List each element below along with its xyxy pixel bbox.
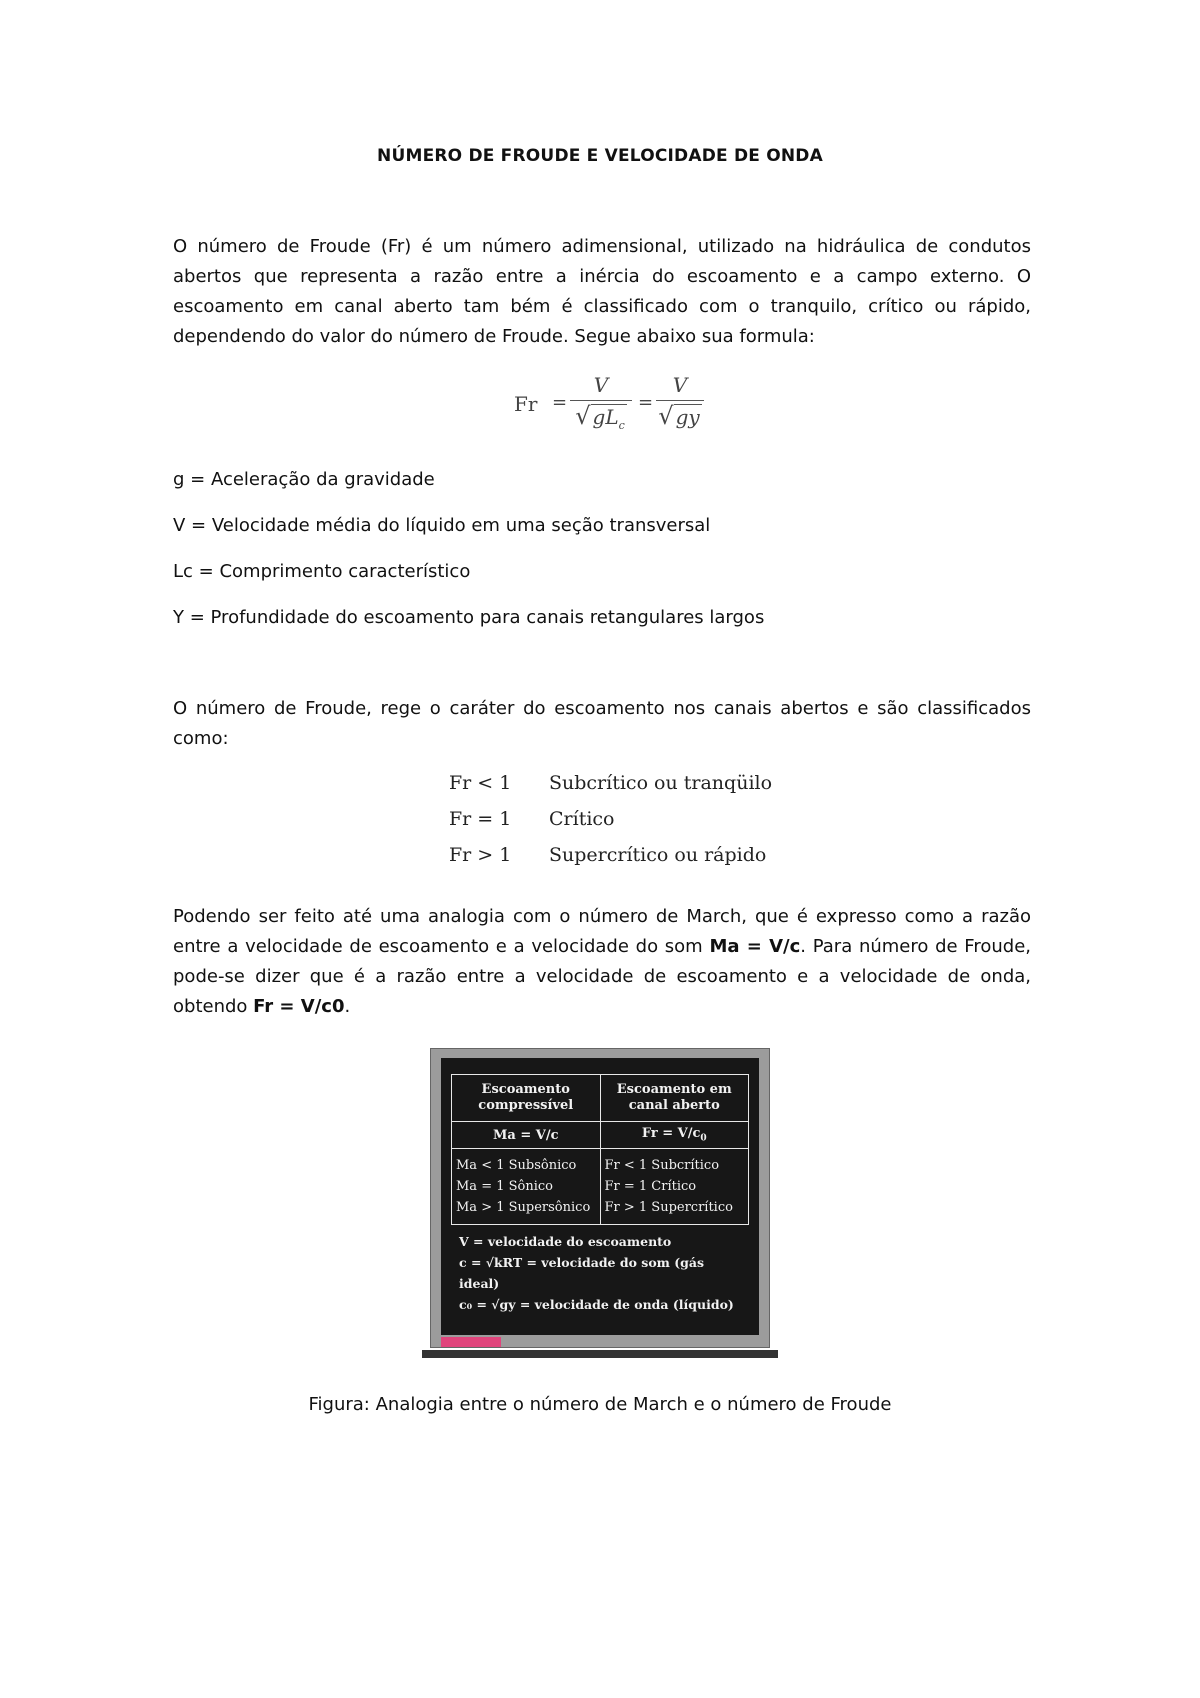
mach-formula: Ma = V/c: [709, 936, 801, 957]
legend-item: c = √kRT = velocidade do som (gás ideal): [459, 1255, 705, 1291]
table-froude-eq: $Fr = V/c_0$: [600, 1122, 749, 1149]
page-title: NÚMERO DE FROUDE E VELOCIDADE DE ONDA: [377, 146, 823, 166]
chalkboard-legend: [451, 1225, 749, 1315]
definition-v: V = Velocidade média do líquido em uma seção transversal: [173, 515, 711, 536]
figure-caption: Figura: Analogia entre o número de March e o número de Froude: [308, 1394, 892, 1415]
classification-row: Fr = 1 Crítico: [449, 808, 615, 830]
formula-denominator-1: √ $gL_c$: [575, 402, 625, 432]
legend-item: c₀ = √gy = velocidade de onda (líquido): [459, 1297, 734, 1312]
sqrt-icon: √: [575, 402, 591, 430]
classification-table: [449, 772, 789, 880]
table-froude-items: Fr < 1 Subcrítico Fr = 1 Crítico Fr > 1 Supercrítico: [600, 1149, 749, 1225]
table-header-open-channel: Escoamento em canal aberto: [600, 1075, 749, 1122]
classification-row: Fr > 1 Supercrítico ou rápido: [449, 844, 767, 866]
formula-numerator-1: V: [593, 373, 609, 397]
classification-row: Fr < 1 Subcrítico ou tranqüilo: [449, 772, 773, 794]
chalkboard-tray: [422, 1350, 778, 1358]
classification-intro: O número de Froude, rege o caráter do escoamento nos canais abertos e são classificados como:: [173, 698, 1031, 749]
table-mach-eq: Ma = V/c: [452, 1122, 601, 1149]
formula-fraction-1: [570, 372, 632, 439]
chalk-eraser: [441, 1337, 501, 1347]
formula-equals-1: =: [552, 392, 568, 413]
chalkboard-surface: [441, 1058, 759, 1335]
definition-g: g = Aceleração da gravidade: [173, 469, 435, 490]
formula-denominator-2: √ gy: [658, 402, 700, 430]
intro-paragraph: O número de Froude (Fr) é um número adimensional, utilizado na hidráulica de condutos abertos que representa a razão entre a inércia do escoamento e a campo externo. O escoamento em canal aberto tam bém é classificado com o tranquilo, crítico ou rápido, dependendo do valor do número de Froude. Segue abaixo sua formula:: [173, 236, 1031, 347]
table-mach-items: Ma < 1 Subsônico Ma = 1 Sônico Ma > 1 Supersônico: [452, 1149, 601, 1225]
sqrt-icon: √: [658, 402, 674, 430]
definition-lc: Lc = Comprimento característico: [173, 561, 471, 582]
froude-formula: [510, 372, 710, 442]
table-header-compressible: Escoamento compressível: [452, 1075, 601, 1122]
formula-numerator-2: V: [672, 373, 688, 397]
chalkboard-figure: [430, 1048, 770, 1348]
legend-item: V = velocidade do escoamento: [459, 1234, 672, 1249]
definition-y: Y = Profundidade do escoamento para canais retangulares largos: [173, 607, 765, 628]
analogy-table: [451, 1074, 749, 1225]
formula-fraction-2: [656, 372, 704, 430]
formula-lhs: Fr: [514, 392, 538, 416]
analogy-paragraph: Podendo ser feito até uma analogia com o número de March, que é expresso como a razão entre a velocidade de escoamento e a velocidade do som Ma = V/c. Para número de Froude, pode-se dizer que é a razão entre a velocidade de escoamento e a velocidade de onda, obtendo Fr = V/c0.: [173, 906, 1032, 1017]
formula-equals-2: =: [638, 392, 654, 413]
froude-short-formula: Fr = V/c0: [253, 996, 345, 1017]
